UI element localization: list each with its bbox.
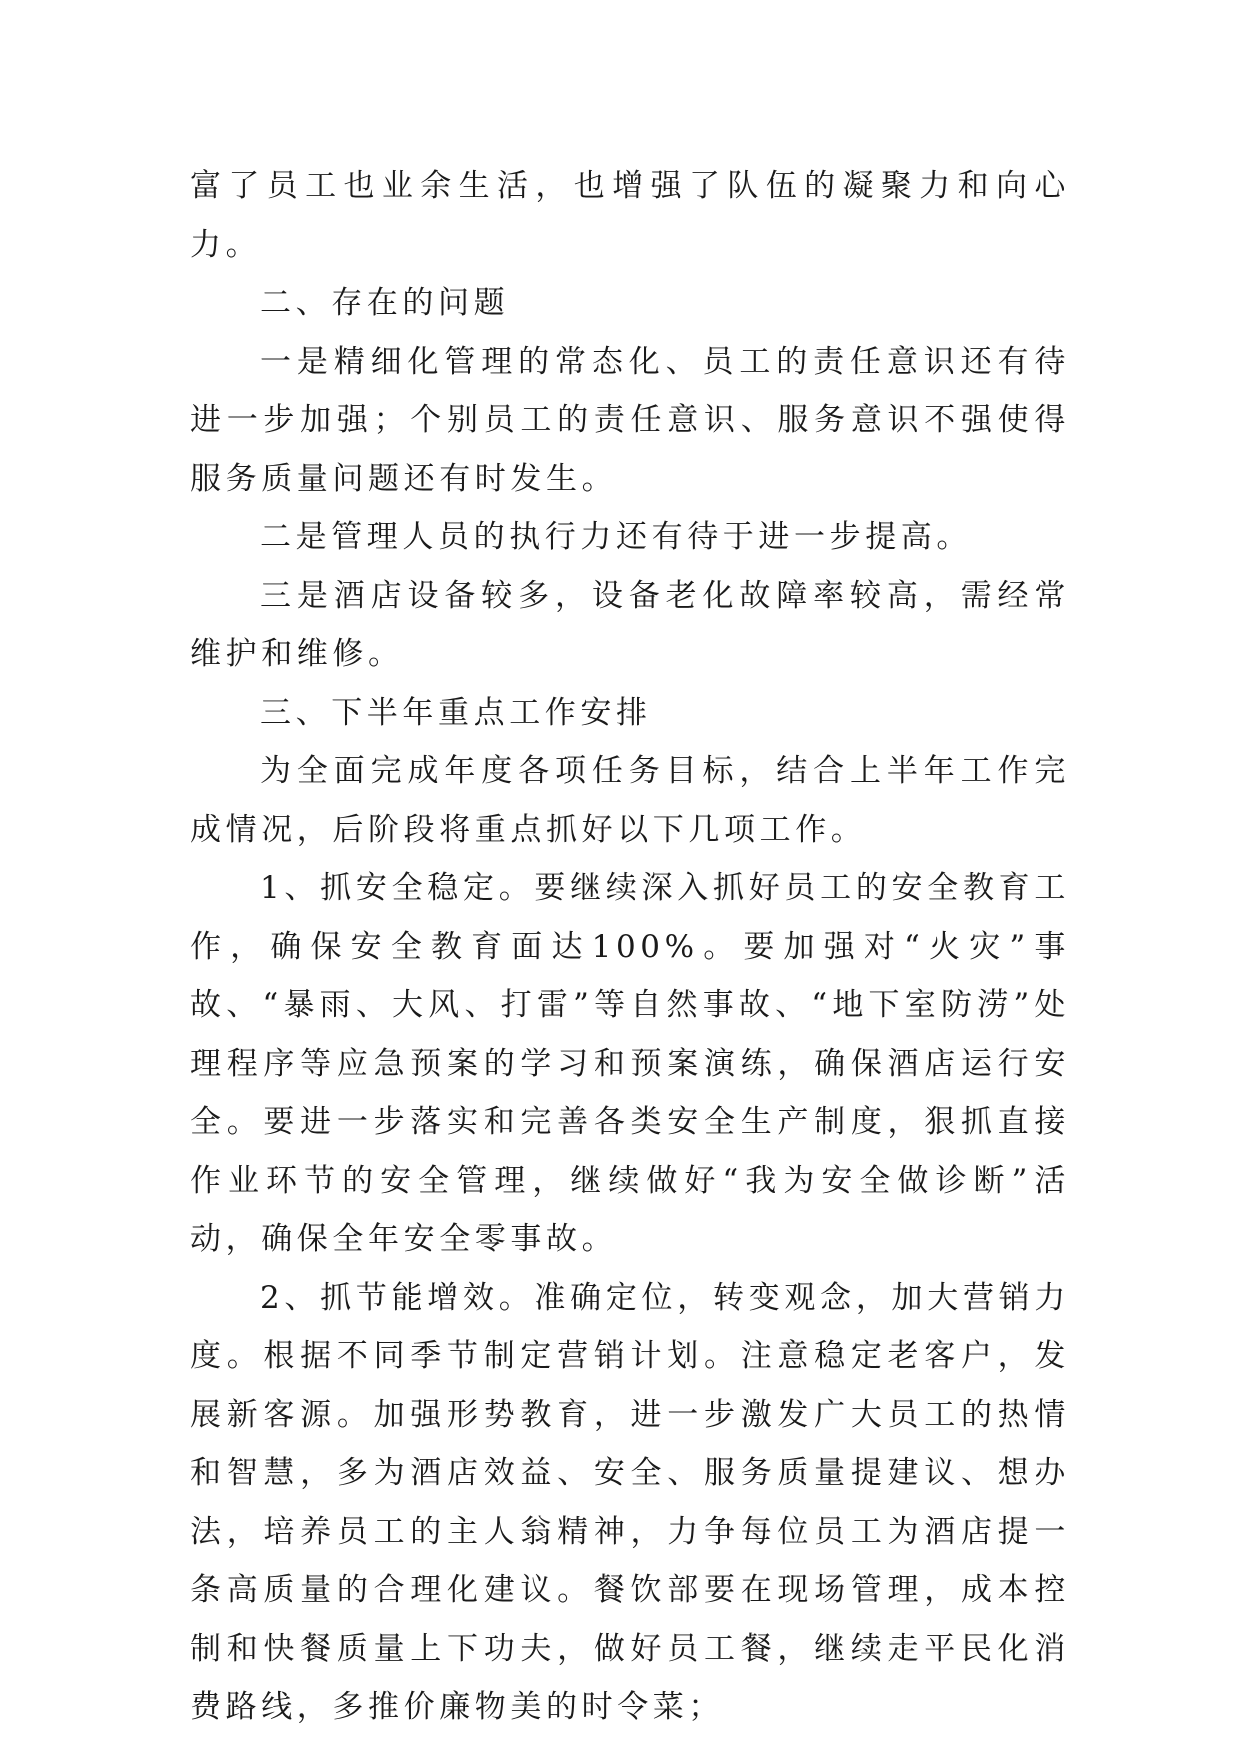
section-heading-plan: 三、下半年重点工作安排	[260, 694, 652, 731]
paragraph-plan-intro: 为全面完成年度各项任务目标，结合上半年工作完成情况，后阶段将重点抓好以下几项工作。	[190, 753, 1070, 848]
paragraph-problem-3: 三是酒店设备较多，设备老化故障率较高，需经常维护和维修。	[190, 577, 1070, 672]
paragraph-continuation: 富了员工也业余生活，也增强了队伍的凝聚力和向心力。	[190, 168, 1070, 263]
paragraph-problem-2: 二是管理人员的执行力还有待于进一步提高。	[260, 519, 972, 555]
paragraph-plan-safety: 1、抓安全稳定。要继续深入抓好员工的安全教育工作，确保安全教育面达100%。要加强对“火灾”事故、“暴雨、大风、打雷”等自然事故、“地下室防涝”处理程序等应急预案的学习和预案演练，确保酒店运行安全。要进一步落实和完善各类安全生产制度，狠抓直接作业环节的安全管理，继续做好“我为安全做诊断”活动，确保全年安全零事故。	[190, 870, 1070, 1257]
section-heading-problems: 二、存在的问题	[260, 285, 510, 321]
paragraph-problem-1: 一是精细化管理的常态化、员工的责任意识还有待进一步加强；个别员工的责任意识、服务意识不强使得服务质量问题还有时发生。	[190, 343, 1070, 497]
paragraph-plan-efficiency: 2、抓节能增效。准确定位，转变观念，加大营销力度。根据不同季节制定营销计划。注意稳定老客户，发展新客源。加强形势教育，进一步激发广大员工的热情和智慧，多为酒店效益、安全、服务质量提建议、想办法，培养员工的主人翁精神，力争每位员工为酒店提一条高质量的合理化建议。餐饮部要在现场管理，成本控制和快餐质量上下功夫，做好员工餐，继续走平民化消费路线，多推价廉物美的时令菜；	[190, 1279, 1070, 1725]
document-body	[190, 157, 1070, 1737]
